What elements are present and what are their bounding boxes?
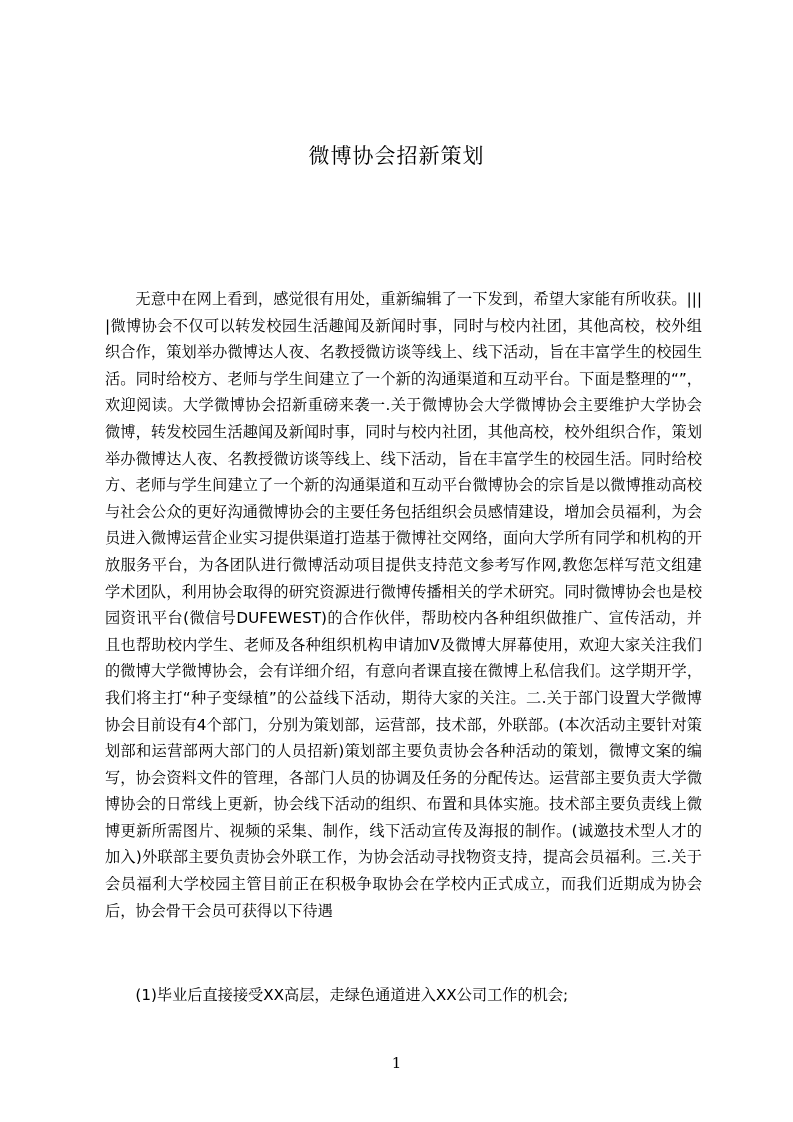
document-title: 微博协会招新策划: [308, 144, 485, 168]
page-number: 1: [391, 1054, 402, 1072]
body-paragraph: 无意中在网上看到，感觉很有用处，重新编辑了一下发到，希望大家能有所收获。||||微博协会不仅可以转发校园生活趣闻及新闻时事，同时与校内社团，其他高校，校外组织合作，策划举办微博达人夜、名教授微访谈等线上、线下活动，旨在丰富学生的校园生活。同时给校方、老师与学生间建立了一个新的沟通渠道和互动平台。下面是整理的“”，欢迎阅读。大学微博协会招新重磅来袭一.关于微博协会大学微博协会主要维护大学协会微博，转发校园生活趣闻及新闻时事，同时与校内社团，其他高校，校外组织合作，策划举办微博达人夜、名教授微访谈等线上、线下活动，旨在丰富学生的校园生活。同时给校方、老师与学生间建立了一个新的沟通渠道和互动平台微博协会的宗旨是以微博推动高校与社会公众的更好沟通微博协会的主要任务包括组织会员感情建设，增加会员福利，为会员进入微博运营企业实习提供渠道打造基于微博社交网络，面向大学所有同学和机构的开放服务平台，为各团队进行微博活动项目提供支持范文参考写作网,教您怎样写范文组建学术团队，利用协会取得的研究资源进行微博传播相关的学术研究。同时微博协会也是校园资讯平台(微信号DUFEWEST)的合作伙伴，帮助校内各种组织做推广、宣传活动，并且也帮助校内学生、老师及各种组织机构申请加V及微博大屏幕使用，欢迎大家关注我们的微博大学微博协会，会有详细介绍，有意向者课直接在微博上私信我们。这学期开学，我们将主打“种子变绿植”的公益线下活动，期待大家的关注。二.关于部门设置大学微博协会目前设有4个部门，分别为策划部，运营部，技术部，外联部。(本次活动主要针对策划部和运营部两大部门的人员招新)策划部主要负责协会各种活动的策划，微博文案的编写，协会资料文件的管理，各部门人员的协调及任务的分配传达。运营部主要负责大学微博协会的日常线上更新，协会线下活动的组织、布置和具体实施。技术部主要负责线上微博更新所需图片、视频的采集、制作，线下活动宣传及海报的制作。(诚邀技术型人才的加入)外联部主要负责协会外联工作，为协会活动寻找物资支持，提高会员福利。三.关于会员福利大学校园主管目前正在积极争取协会在学校内正式成立，而我们近期成为协会后，协会骨干会员可获得以下待遇: [105, 290, 702, 920]
list-item-1: (1)毕业后直接接受XX高层，走绿色通道进入XX公司工作的机会;: [135, 986, 569, 1004]
